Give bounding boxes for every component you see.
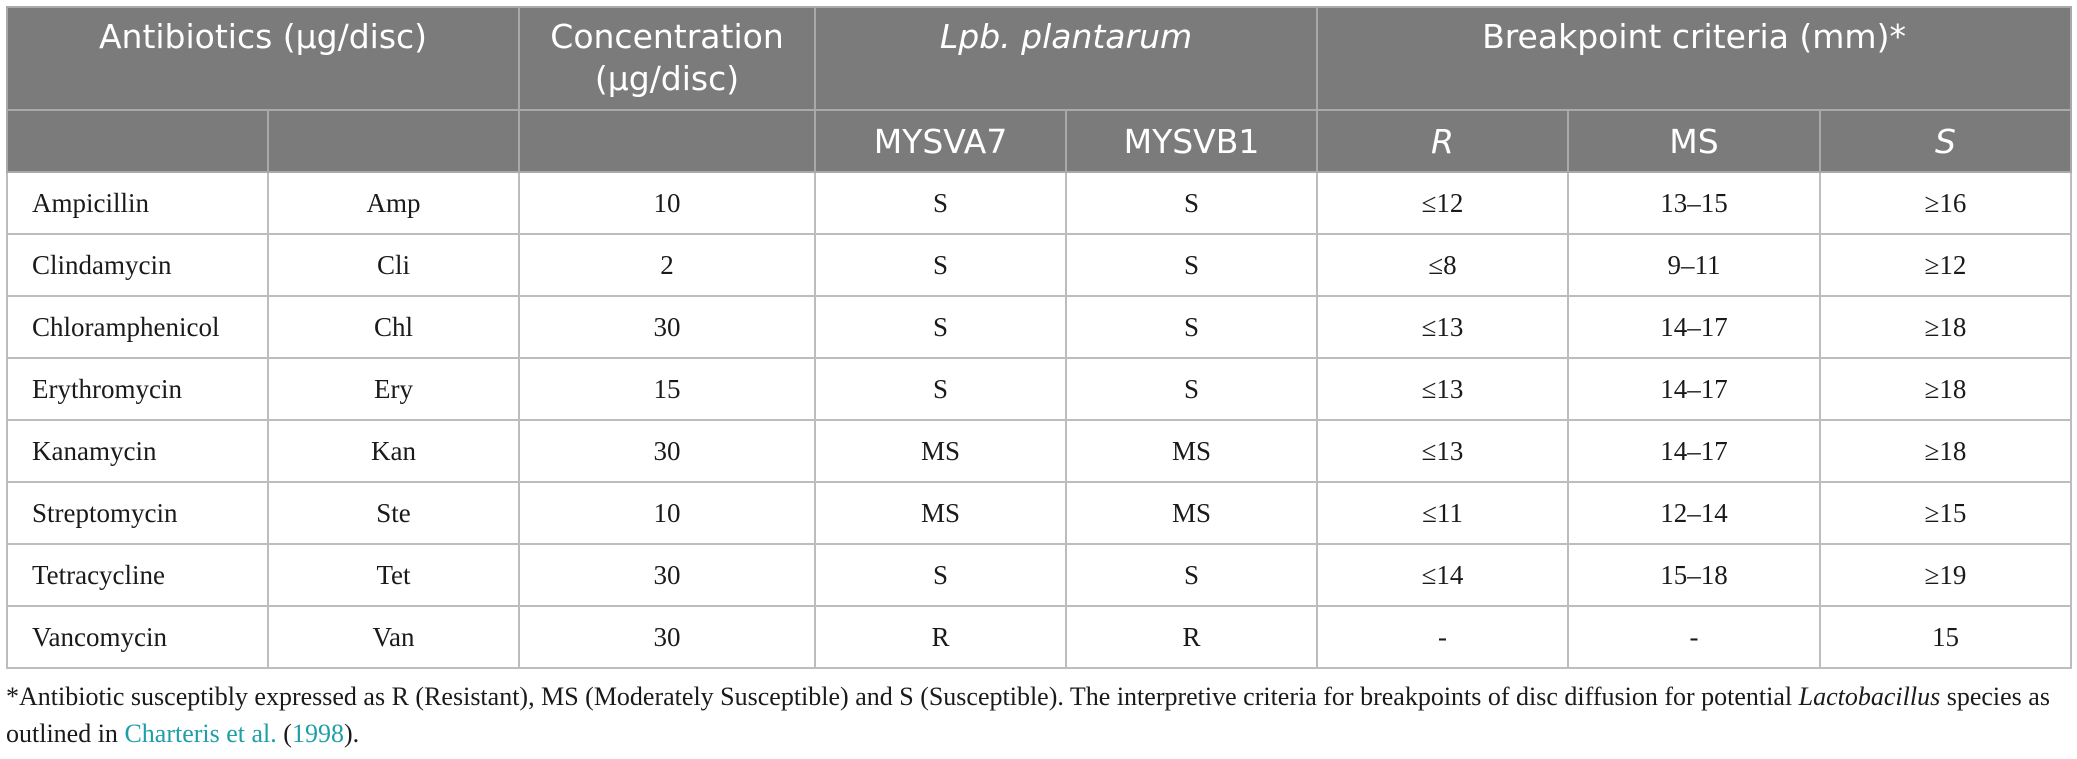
concentration-cell: 10 [519, 482, 815, 544]
mysvb1-result-cell: S [1066, 358, 1317, 420]
header-strain-mysvb1: MYSVB1 [1066, 110, 1317, 172]
abbreviation-cell: Van [268, 606, 519, 668]
abbreviation-cell: Chl [268, 296, 519, 358]
moderate-breakpoint-cell: 14–17 [1568, 358, 1820, 420]
moderate-breakpoint-cell: - [1568, 606, 1820, 668]
table-row [7, 234, 2071, 296]
moderate-breakpoint-cell: 15–18 [1568, 544, 1820, 606]
mysva7-result-cell: S [815, 544, 1066, 606]
abbreviation-cell: Tet [268, 544, 519, 606]
header-species: Lpb. plantarum [815, 7, 1317, 110]
data-table-container [6, 6, 2070, 669]
abbreviation-cell: Cli [268, 234, 519, 296]
susceptible-breakpoint-cell: ≥18 [1820, 296, 2071, 358]
moderate-breakpoint-cell: 13–15 [1568, 172, 1820, 234]
antibiotic-name-cell: Streptomycin [7, 482, 268, 544]
mysvb1-result-cell: MS [1066, 482, 1317, 544]
concentration-cell: 30 [519, 296, 815, 358]
header-empty-cell [519, 110, 815, 172]
table-row [7, 606, 2071, 668]
concentration-cell: 15 [519, 358, 815, 420]
mysva7-result-cell: MS [815, 420, 1066, 482]
mysvb1-result-cell: S [1066, 296, 1317, 358]
mysvb1-result-cell: S [1066, 544, 1317, 606]
header-empty-cell [268, 110, 519, 172]
table-row [7, 420, 2071, 482]
mysva7-result-cell: S [815, 234, 1066, 296]
table-footnote: *Antibiotic susceptibly expressed as R (Resistant), MS (Moderately Susceptible) and S (Susceptible). The interpretive criteria for breakpoints of disc diffusion for potential Lactobacillus species as outlined in Charteris et al. (1998). [6, 682, 2050, 748]
susceptible-breakpoint-cell: ≥18 [1820, 420, 2071, 482]
header-empty-cell [7, 110, 268, 172]
resistant-breakpoint-cell: ≤14 [1317, 544, 1568, 606]
moderate-breakpoint-cell: 9–11 [1568, 234, 1820, 296]
antibiotic-susceptibility-table [6, 6, 2072, 669]
moderate-breakpoint-cell: 14–17 [1568, 296, 1820, 358]
resistant-breakpoint-cell: ≤13 [1317, 420, 1568, 482]
susceptible-breakpoint-cell: ≥16 [1820, 172, 2071, 234]
resistant-breakpoint-cell: ≤13 [1317, 358, 1568, 420]
header-resistant: R [1317, 110, 1568, 172]
antibiotic-name-cell: Erythromycin [7, 358, 268, 420]
concentration-cell: 10 [519, 172, 815, 234]
resistant-breakpoint-cell: ≤13 [1317, 296, 1568, 358]
susceptible-breakpoint-cell: ≥15 [1820, 482, 2071, 544]
concentration-cell: 30 [519, 544, 815, 606]
resistant-breakpoint-cell: - [1317, 606, 1568, 668]
antibiotic-name-cell: Chloramphenicol [7, 296, 268, 358]
moderate-breakpoint-cell: 12–14 [1568, 482, 1820, 544]
table-row [7, 172, 2071, 234]
table-row [7, 358, 2071, 420]
header-antibiotics: Antibiotics (μg/disc) [7, 7, 519, 110]
concentration-cell: 30 [519, 606, 815, 668]
antibiotic-name-cell: Clindamycin [7, 234, 268, 296]
header-strain-mysva7: MYSVA7 [815, 110, 1066, 172]
antibiotic-name-cell: Kanamycin [7, 420, 268, 482]
susceptible-breakpoint-cell: ≥18 [1820, 358, 2071, 420]
header-susceptible: S [1820, 110, 2071, 172]
abbreviation-cell: Amp [268, 172, 519, 234]
antibiotic-name-cell: Ampicillin [7, 172, 268, 234]
abbreviation-cell: Ery [268, 358, 519, 420]
mysvb1-result-cell: S [1066, 234, 1317, 296]
mysvb1-result-cell: S [1066, 172, 1317, 234]
antibiotic-name-cell: Vancomycin [7, 606, 268, 668]
mysva7-result-cell: S [815, 358, 1066, 420]
header-concentration: Concentration (μg/disc) [519, 7, 815, 110]
table-body [7, 172, 2071, 668]
moderate-breakpoint-cell: 14–17 [1568, 420, 1820, 482]
header-row-primary [7, 7, 2071, 110]
citation-year-link[interactable]: 1998 [291, 719, 344, 748]
mysva7-result-cell: S [815, 296, 1066, 358]
header-breakpoint-criteria: Breakpoint criteria (mm)* [1317, 7, 2071, 110]
header-row-secondary [7, 110, 2071, 172]
resistant-breakpoint-cell: ≤12 [1317, 172, 1568, 234]
susceptible-breakpoint-cell: ≥19 [1820, 544, 2071, 606]
header-moderately-susceptible: MS [1568, 110, 1820, 172]
abbreviation-cell: Ste [268, 482, 519, 544]
table-row [7, 544, 2071, 606]
table-row [7, 296, 2071, 358]
antibiotic-name-cell: Tetracycline [7, 544, 268, 606]
susceptible-breakpoint-cell: ≥12 [1820, 234, 2071, 296]
mysvb1-result-cell: R [1066, 606, 1317, 668]
abbreviation-cell: Kan [268, 420, 519, 482]
resistant-breakpoint-cell: ≤8 [1317, 234, 1568, 296]
mysva7-result-cell: S [815, 172, 1066, 234]
susceptible-breakpoint-cell: 15 [1820, 606, 2071, 668]
citation-author-link[interactable]: Charteris et al. [124, 719, 277, 748]
resistant-breakpoint-cell: ≤11 [1317, 482, 1568, 544]
mysva7-result-cell: R [815, 606, 1066, 668]
table-row [7, 482, 2071, 544]
footnote-genus: Lactobacillus [1798, 682, 1941, 711]
mysvb1-result-cell: MS [1066, 420, 1317, 482]
concentration-cell: 2 [519, 234, 815, 296]
concentration-cell: 30 [519, 420, 815, 482]
mysva7-result-cell: MS [815, 482, 1066, 544]
